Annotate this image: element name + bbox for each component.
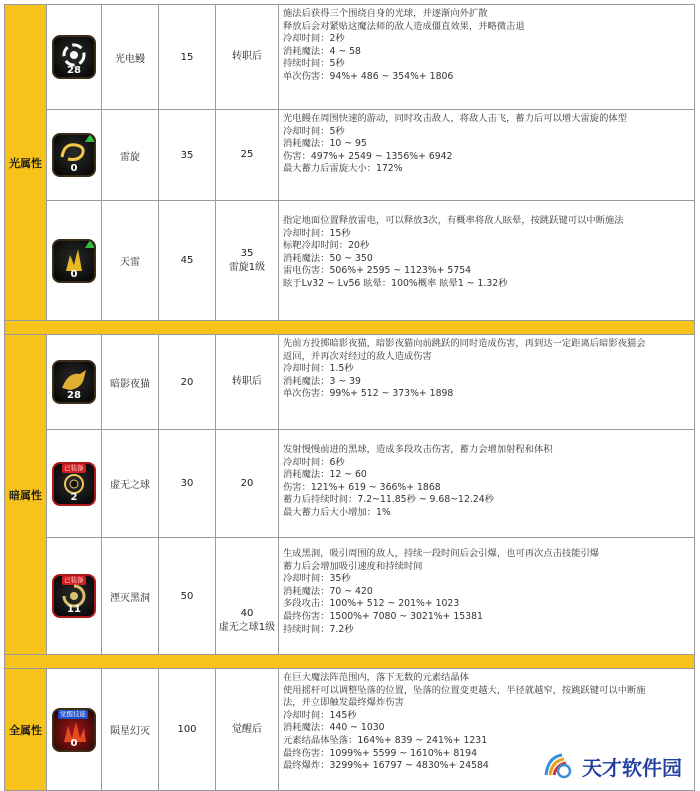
skill-description: 生成黑洞，吸引周围的敌人，持续一段时间后会引爆，也可再次点击技能引爆 蓄力后会增加吸引速度和持续时间 冷却时间：35秒 消耗魔法：70 ~ 420 多段攻击：100%+ 512 ~ 201%+ 1023 最终伤害：1500%+ 7080 ~ 3021%+ 15381 持续时间：7.2秒 <box>279 538 695 655</box>
table-row <box>47 335 695 430</box>
skill-level: 100 <box>159 669 216 791</box>
equipped-tag: 已装备 <box>64 576 84 584</box>
icon-cell <box>47 335 102 430</box>
table-row <box>47 430 695 538</box>
group-dark <box>5 335 695 655</box>
table-row <box>47 201 695 321</box>
skill-icon-meteor: 觉醒技能 0 <box>52 708 96 752</box>
watermark-icon <box>542 751 576 781</box>
icon-cell <box>47 669 102 791</box>
upgrade-arrow-icon <box>85 134 95 142</box>
skill-name: 光电鳗 <box>102 5 159 110</box>
skill-requirement: 20 <box>216 430 279 538</box>
equipped-tag: 已装备 <box>64 463 84 472</box>
skill-icon-void-orb: 已装备 2 <box>52 462 96 506</box>
skill-icon-sky-thunder: 0 <box>52 239 96 283</box>
skill-requirement: 觉醒后 <box>216 669 279 791</box>
skill-description: 光电鳗在周围快速的游动，同时攻击敌人，将敌人击飞，蓄力后可以增大雷旋的体型 冷却时间：5秒 消耗魔法：10 ~ 95 伤害：497%+ 2549 ~ 1356%+ 6942 最大蓄力后雷旋大小：172% <box>279 110 695 201</box>
table-row <box>47 538 695 655</box>
skill-description: 施法后获得三个围绕自身的光球，并逐渐向外扩散 释放后会对紧贴这魔法师的敌人造成僵直效果，并略微击退 冷却时间：2秒 消耗魔法：4 ~ 58 持续时间：5秒 单次伤害：94%+ 486 ~ 354%+ 1806 <box>279 5 695 110</box>
skill-icon-light-eel: 28 <box>52 35 96 79</box>
skill-name: 湮灭黑洞 <box>102 538 159 655</box>
skill-requirement: 35 雷旋1级 <box>216 201 279 321</box>
skill-requirement: 25 <box>216 110 279 201</box>
icon-cell <box>47 538 102 655</box>
icon-cell <box>47 201 102 321</box>
watermark-logo <box>536 749 688 783</box>
group-light <box>5 5 695 321</box>
skill-name: 雷旋 <box>102 110 159 201</box>
skill-level: 20 <box>159 335 216 430</box>
skill-name: 天雷 <box>102 201 159 321</box>
skill-requirement: 40 虚无之球1级 <box>216 538 279 655</box>
group-label: 光属性 <box>5 5 47 321</box>
skill-description: 发射慢慢前进的黑球，造成多段攻击伤害，蓄力会增加射程和体积 冷却时间：6秒 消耗魔法：12 ~ 60 伤害：121%+ 619 ~ 366%+ 1868 蓄力后持续时间：7.2~11.85秒 ~ 9.68~12.24秒 最大蓄力后大小增加：1% <box>279 430 695 538</box>
skill-level: 15 <box>159 5 216 110</box>
group-label: 全属性 <box>5 669 47 791</box>
skill-level: 35 <box>159 110 216 201</box>
icon-cell <box>47 5 102 110</box>
skill-icon-shadow-cat: 28 <box>52 360 96 404</box>
section-divider <box>5 655 695 669</box>
skill-icon-thunder-spin: 0 <box>52 133 96 177</box>
table-row <box>47 5 695 110</box>
skill-name: 暗影夜猫 <box>102 335 159 430</box>
watermark-text: 天才软件园 <box>582 755 682 780</box>
group-label: 暗属性 <box>5 335 47 655</box>
skill-requirement: 转职后 <box>216 335 279 430</box>
upgrade-arrow-icon <box>85 240 95 248</box>
skill-table <box>4 4 695 791</box>
section-divider <box>5 321 695 335</box>
icon-cell <box>47 430 102 538</box>
table-row <box>47 110 695 201</box>
skill-description: 先前方投掷暗影夜猫，暗影夜猫向前跳跃的同时造成伤害，再到达一定距离后暗影夜猫会 返回，并再次对经过的敌人造成伤害 冷却时间：1.5秒 消耗魔法：3 ~ 39 单次伤害：99%+ 512 ~ 373%+ 1898 <box>279 335 695 430</box>
skill-name: 陨星幻灭 <box>102 669 159 791</box>
skill-description: 在巨大魔法阵范围内，落下无数的元素结晶体 使用摇杆可以调整坠落的位置，坠落的位置变更越大，半径就越窄，按跳跃键可以中断施 法，并立即触发最终爆炸伤害 冷却时间：145秒 消耗魔法：440 ~ 1030 元素结晶体坠落：164%+ 839 ~ 241%+ 1231 最终伤害：1099%+ 5599 ~ 1610%+ 8194 最终爆炸：3299%+ 16797 ~ 4830%+ 24584 <box>279 669 695 791</box>
skill-name: 虚无之球 <box>102 430 159 538</box>
skill-requirement: 转职后 <box>216 5 279 110</box>
skill-level: 45 <box>159 201 216 321</box>
skill-level: 30 <box>159 430 216 538</box>
skill-icon-black-hole: 已装备 11 <box>52 574 96 618</box>
skill-level: 50 <box>159 538 216 655</box>
skill-description: 指定地面位置释放雷电，可以释放3次，有概率将敌人眩晕，按跳跃键可以中断施法 冷却时间：15秒 标靶冷却时间：20秒 消耗魔法：50 ~ 350 雷电伤害：506%+ 2595 ~ 1123%+ 5754 眩于Lv32 ~ Lv56 眩晕：100%概率 眩晕1 ~ 1.32秒 <box>279 201 695 321</box>
awakening-tag: 觉醒技能 <box>60 709 86 718</box>
icon-cell <box>47 110 102 201</box>
